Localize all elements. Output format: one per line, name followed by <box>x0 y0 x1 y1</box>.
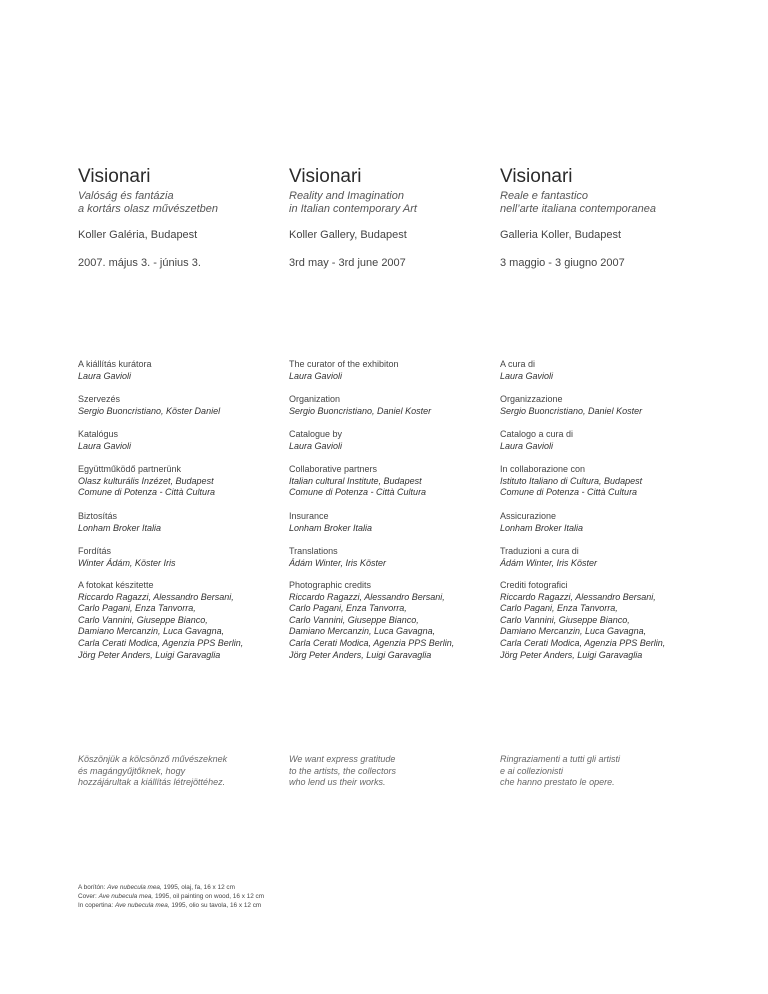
credit-value: Olasz kulturális Inzézet, Budapest <box>78 475 214 486</box>
credit-value: Laura Gavioli <box>500 440 554 451</box>
credit-label: Biztosítás <box>78 511 118 521</box>
credit-value: Ádám Winter, Iris Köster <box>289 557 386 568</box>
credit-label: Collaborative partners <box>289 464 378 474</box>
exhibition-subtitle <box>289 190 417 216</box>
acknowledgement-line: e ai collezionisti <box>500 765 564 776</box>
credit-value: Carlo Pagani, Enza Tanvorra, <box>289 603 407 614</box>
acknowledgement-line: che hanno prestato le opere. <box>500 777 615 788</box>
credit-value: Laura Gavioli <box>500 370 554 381</box>
credit-label: A kiállítás kurátora <box>78 359 152 369</box>
credit-value: Carlo Vannini, Giuseppe Bianco, <box>78 614 208 625</box>
acknowledgement-line: hozzájárultak a kiállítás létrejöttéhez. <box>78 777 226 788</box>
credit-value: Damiano Mercanzin, Luca Gavagna, <box>289 626 436 637</box>
subtitle-line: Reality and Imagination <box>289 190 404 202</box>
exhibition-subtitle <box>78 190 218 216</box>
credit-label: Fordítás <box>78 546 112 556</box>
credit-block <box>289 511 499 534</box>
credit-value: Jörg Peter Anders, Luigi Garavaglia <box>500 649 643 660</box>
credit-value: Carla Cerati Modica, Agenzia PPS Berlin, <box>500 637 666 648</box>
credit-value: Lonham Broker Italia <box>289 522 373 533</box>
credit-label: Catalogo a cura di <box>500 429 574 439</box>
acknowledgement-line: Köszönjük a kölcsönző művészeknek <box>78 754 228 764</box>
exhibition-title: Visionari <box>78 166 151 187</box>
acknowledgement <box>289 754 396 789</box>
credit-value: Carlo Vannini, Giuseppe Bianco, <box>289 614 419 625</box>
credit-block <box>289 464 499 499</box>
artwork-title: Ave nubecula mea, <box>98 893 154 901</box>
credit-block <box>289 394 499 417</box>
artwork-title: Ave nubecula mea, <box>114 902 170 910</box>
credit-label: Translations <box>289 546 338 556</box>
acknowledgement-line: We want express gratitude <box>289 754 396 764</box>
caption-line <box>78 901 264 910</box>
credit-value: Carlo Vannini, Giuseppe Bianco, <box>500 614 630 625</box>
acknowledgement <box>500 754 620 789</box>
credit-block <box>78 511 288 534</box>
credit-value: Carlo Pagani, Enza Tanvorra, <box>78 603 196 614</box>
credit-value: Winter Ádám, Köster Iris <box>78 557 176 568</box>
acknowledgement <box>78 754 227 789</box>
credit-label: A fotokat készitette <box>78 580 154 590</box>
caption-prefix: In copertina: <box>78 902 115 910</box>
acknowledgement-line: who lend us their works. <box>289 777 386 788</box>
credit-label: Organizzazione <box>500 394 563 404</box>
credit-value: Comune di Potenza - Città Cultura <box>289 487 427 498</box>
credit-value: Carla Cerati Modica, Agenzia PPS Berlin, <box>78 637 244 648</box>
acknowledgement-line: Ringraziamenti a tutti gli artisti <box>500 754 621 764</box>
credit-block <box>500 511 710 534</box>
exhibition-dates: 2007. május 3. - június 3. <box>78 257 201 269</box>
credit-value: Italian cultural Institute, Budapest <box>289 475 422 486</box>
exhibition-title: Visionari <box>500 166 573 187</box>
credit-label: Insurance <box>289 511 329 521</box>
credit-value: Riccardo Ragazzi, Alessandro Bersani, <box>289 591 445 602</box>
credit-value: Damiano Mercanzin, Luca Gavagna, <box>500 626 647 637</box>
credit-label: Assicurazione <box>500 511 557 521</box>
venue: Koller Gallery, Budapest <box>289 229 407 241</box>
credit-block <box>500 546 710 569</box>
credit-label: Katalógus <box>78 429 119 439</box>
credit-block <box>500 429 710 452</box>
credit-value: Laura Gavioli <box>78 440 132 451</box>
credit-label: Szervezés <box>78 394 121 404</box>
venue: Koller Galéria, Budapest <box>78 229 198 241</box>
credit-label: In collaborazione con <box>500 464 586 474</box>
credit-value: Sergio Buoncristiano, Köster Daniel <box>78 405 221 416</box>
credit-value: Riccardo Ragazzi, Alessandro Bersani, <box>78 591 234 602</box>
credit-value: Istituto Italiano di Cultura, Budapest <box>500 475 643 486</box>
acknowledgement-line: to the artists, the collectors <box>289 765 397 776</box>
subtitle-line: a kortárs olasz művészetben <box>78 203 219 215</box>
exhibition-title: Visionari <box>289 166 362 187</box>
subtitle-line: nell’arte italiana contemporanea <box>500 203 656 215</box>
credit-value: Carlo Pagani, Enza Tanvorra, <box>500 603 618 614</box>
credit-label: The curator of the exhibiton <box>289 359 399 369</box>
credit-value: Jörg Peter Anders, Luigi Garavaglia <box>78 649 221 660</box>
credit-block <box>289 359 499 382</box>
venue: Galleria Koller, Budapest <box>500 229 622 241</box>
exhibition-dates: 3 maggio - 3 giugno 2007 <box>500 257 625 269</box>
credit-label: Organization <box>289 394 341 404</box>
credit-value: Lonham Broker Italia <box>500 522 584 533</box>
credit-block <box>500 394 710 417</box>
credit-value: Ádám Winter, Iris Köster <box>500 557 597 568</box>
caption-line <box>78 883 264 892</box>
credit-value: Laura Gavioli <box>289 440 343 451</box>
credit-label: Photographic credits <box>289 580 372 590</box>
credit-value: Lonham Broker Italia <box>78 522 162 533</box>
credit-block <box>78 394 288 417</box>
subtitle-line: Valóság és fantázia <box>78 190 174 202</box>
credit-block <box>289 580 499 661</box>
caption-details: 1995, olaj, fa, 16 x 12 cm <box>161 884 235 891</box>
credit-label: Catalogue by <box>289 429 343 439</box>
credit-value: Sergio Buoncristiano, Daniel Koster <box>289 405 432 416</box>
artwork-title: Ave nubecula mea, <box>107 884 162 891</box>
caption-prefix: A borítón: <box>78 884 108 891</box>
caption-details: 1995, oil painting on wood, 16 x 12 cm <box>153 893 265 901</box>
cover-image-caption <box>78 883 264 911</box>
credit-value: Comune di Potenza - Città Cultura <box>500 487 638 498</box>
subtitle-line: Reale e fantastico <box>500 190 589 202</box>
credit-value: Laura Gavioli <box>289 370 343 381</box>
credit-block <box>289 546 499 569</box>
credit-block <box>500 464 710 499</box>
credit-value: Sergio Buoncristiano, Daniel Koster <box>500 405 643 416</box>
credit-block <box>500 359 710 382</box>
exhibition-subtitle <box>500 190 656 216</box>
credit-block <box>289 429 499 452</box>
credit-value: Damiano Mercanzin, Luca Gavagna, <box>78 626 225 637</box>
credit-block <box>78 359 288 382</box>
credit-block <box>78 464 288 499</box>
credit-value: Laura Gavioli <box>78 370 132 381</box>
credit-block <box>78 546 288 569</box>
credit-label: Együttműködő partnerünk <box>78 464 182 474</box>
credit-value: Carla Cerati Modica, Agenzia PPS Berlin, <box>289 637 455 648</box>
credit-block <box>78 580 288 661</box>
credit-label: Crediti fotografici <box>500 580 568 590</box>
caption-line <box>78 892 264 901</box>
credit-value: Jörg Peter Anders, Luigi Garavaglia <box>289 649 432 660</box>
credit-block <box>500 580 710 661</box>
credit-value: Comune di Potenza - Città Cultura <box>78 487 216 498</box>
acknowledgement-line: és magángyűjtőknek, hogy <box>78 765 186 776</box>
credit-value: Riccardo Ragazzi, Alessandro Bersani, <box>500 591 656 602</box>
caption-prefix: Cover: <box>78 893 99 901</box>
credit-label: A cura di <box>500 359 536 369</box>
subtitle-line: in Italian contemporary Art <box>289 203 417 215</box>
caption-details: 1995, olio su tavola, 16 x 12 cm <box>169 902 262 910</box>
exhibition-dates: 3rd may - 3rd june 2007 <box>289 257 406 269</box>
credit-label: Traduzioni a cura di <box>500 546 579 556</box>
credit-block <box>78 429 288 452</box>
